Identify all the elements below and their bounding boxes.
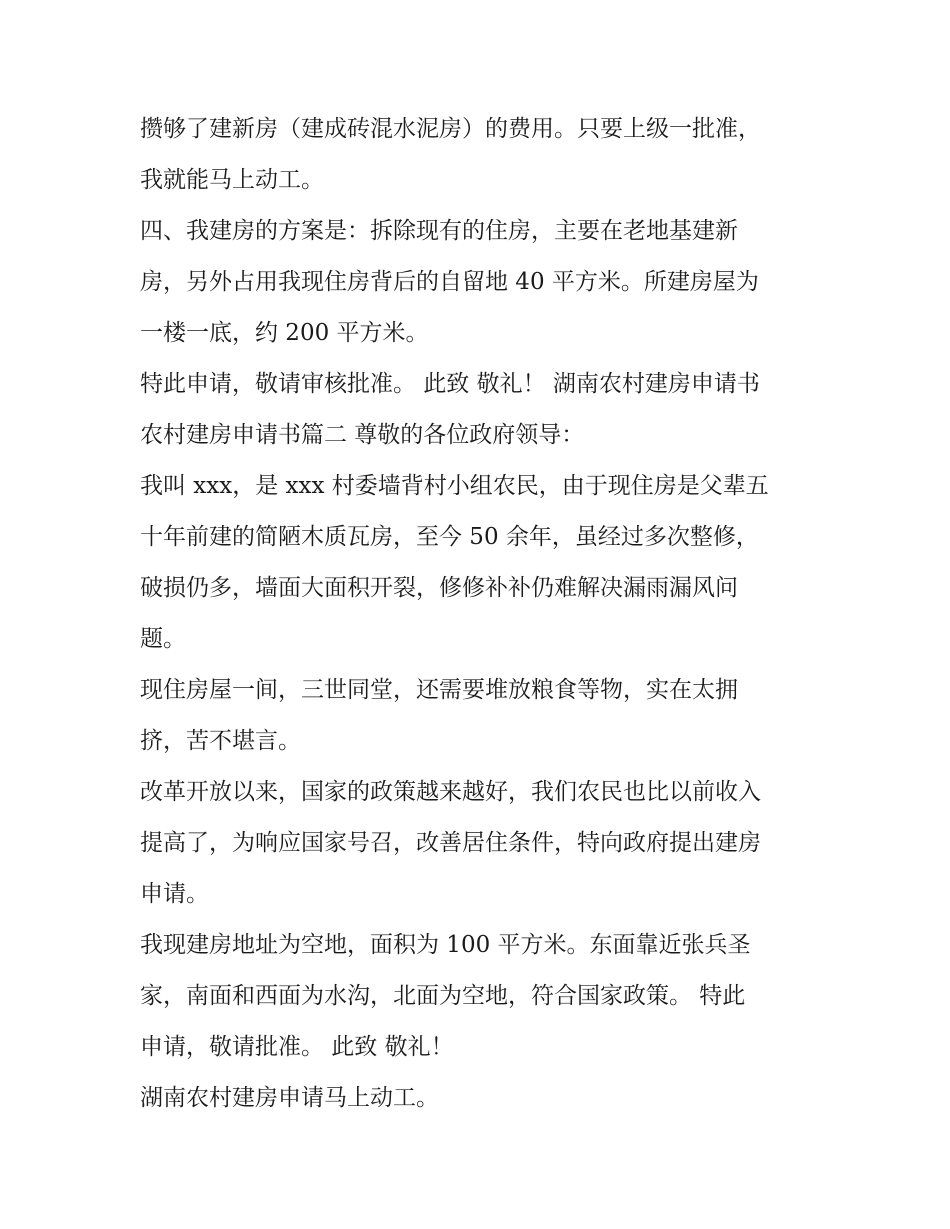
text-line: 特此申请，敬请审核批准。 此致 敬礼！ 湖南农村建房申请书 — [140, 371, 760, 397]
text-line: 题。 — [140, 626, 186, 652]
text-line: 现住房屋一间，三世同堂，还需要堆放粮食等物，实在太拥 — [140, 677, 738, 703]
text-line: 我就能马上动工。 — [140, 167, 324, 193]
text-line: 攒够了建新房（建成砖混水泥房）的费用。只要上级一批准， — [140, 116, 761, 142]
text-line: 挤，苦不堪言。 — [140, 728, 301, 754]
text-line: 湖南农村建房申请马上动工。 — [140, 1085, 439, 1111]
text-line: 申请。 — [140, 881, 209, 907]
text-line: 家，南面和西面为水沟，北面为空地，符合国家政策。 特此 — [140, 983, 746, 1009]
text-line: 我叫 xxx，是 xxx 村委墙背村小组农民，由于现住房是父辈五 — [140, 473, 769, 499]
text-line: 十年前建的简陋木质瓦房，至今 50 余年，虽经过多次整修， — [140, 524, 759, 550]
text-line: 一楼一底，约 200 平方米。 — [140, 320, 429, 346]
text-line: 四、我建房的方案是：拆除现有的住房，主要在老地基建新 — [140, 218, 738, 244]
text-line: 我现建房地址为空地，面积为 100 平方米。东面靠近张兵圣 — [140, 932, 751, 958]
text-line: 房，另外占用我现住房背后的自留地 40 平方米。所建房屋为 — [140, 269, 759, 295]
text-line: 申请，敬请批准。 此致 敬礼！ — [140, 1034, 454, 1060]
text-line: 农村建房申请书篇二 尊敬的各位政府领导： — [140, 422, 585, 448]
document-body — [140, 104, 830, 1124]
text-line: 破损仍多，墙面大面积开裂，修修补补仍难解决漏雨漏风问 — [140, 575, 738, 601]
text-line: 提高了，为响应国家号召，改善居住条件，特向政府提出建房 — [140, 830, 761, 856]
text-line: 改革开放以来，国家的政策越来越好，我们农民也比以前收入 — [140, 779, 761, 805]
